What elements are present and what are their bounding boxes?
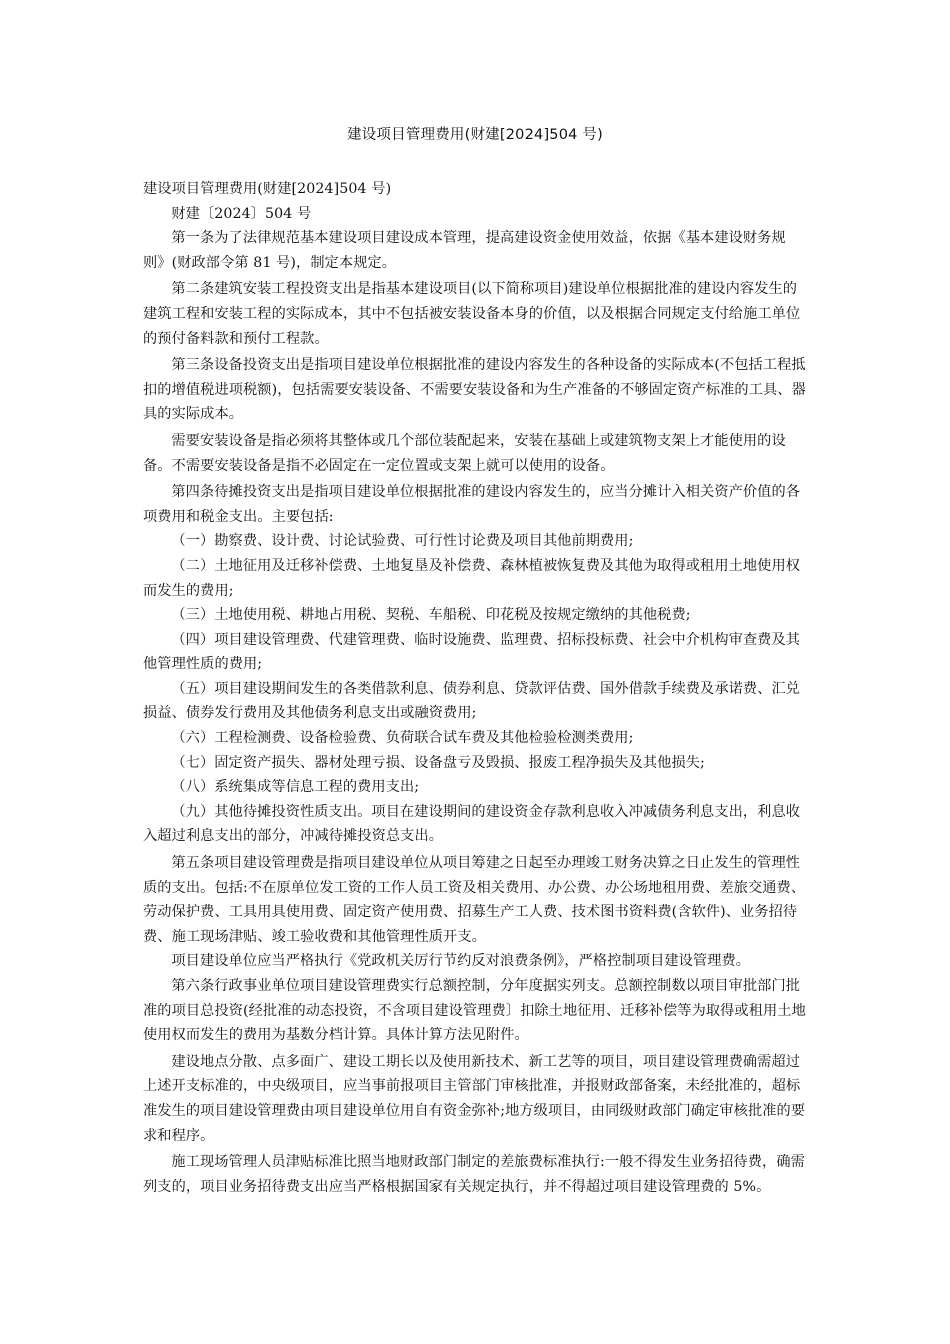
- list-item-2: （二）土地征用及迁移补偿费、土地复垦及补偿费、森林植被恢复费及其他为取得或租用土地使用权而发生的费用;: [143, 557, 801, 599]
- list-item-9: （九）其他待摊投资性质支出。项目在建设期间的建设资金存款利息收入冲减债务利息支出，利息收入超过利息支出的部分，冲减待摊投资总支出。: [143, 803, 801, 845]
- list-item-5: （五）项目建设期间发生的各类借款利息、债券利息、贷款评估费、国外借款手续费及承诺费、汇兑损益、债券发行费用及其他债务利息支出或融资费用;: [143, 680, 801, 722]
- paragraph-article-1: 第一条为了法律规范基本建设项目建设成本管理，提高建设资金使用效益，依据《基本建设财务规则》(财政部令第 81 号)，制定本规定。: [143, 230, 786, 271]
- paragraph-site-allowance: 施工现场管理人员津贴标准比照当地财政部门制定的差旅费标准执行:一般不得发生业务招待费，确需列支的，项目业务招待费支出应当严格根据国家有关规定执行，并不得超过项目建设管理费的 5%。: [143, 1154, 805, 1195]
- list-item-6: （六）工程检测费、设备检验费、负荷联合试车费及其他检验检测类费用;: [171, 730, 634, 747]
- paragraph-article-4: 第四条待摊投资支出是指项目建设单位根据批准的建设内容发生的，应当分摊计入相关资产价值的各项费用和税金支出。主要包括:: [143, 484, 801, 525]
- paragraph-article-2: 第二条建筑安装工程投资支出是指基本建设项目(以下简称项目)建设单位根据批准的建设内容发生的建筑工程和安装工程的实际成本，其中不包括被安装设备本身的价值，以及根据合同规定支付给施工单位的预付备料款和预付工程款。: [143, 281, 801, 347]
- list-item-1: （一）勘察费、设计费、讨论试验费、可行性讨论费及项目其他前期费用;: [171, 533, 634, 550]
- document-title: 建设项目管理费用(财建[2024]504 号): [347, 127, 603, 143]
- paragraph-article-5: 第五条项目建设管理费是指项目建设单位从项目筹建之日起至办理竣工财务决算之日止发生的管理性质的支出。包括:不在原单位发工资的工作人员工资及相关费用、办公费、办公场地租用费、差旅交通费、劳动保护费、工具用具使用费、固定资产使用费、招募生产工人费、技术图书资料费(含软件)、业务招待费、施工现场津贴、竣工验收费和其他管理性质开支。: [143, 855, 806, 945]
- paragraph-doc-number: 财建〔2024〕504 号: [171, 205, 312, 222]
- list-item-7: （七）固定资产损失、器材处理亏损、设备盘亏及毁损、报废工程净损失及其他损失;: [171, 754, 705, 771]
- document-body: [143, 177, 807, 1199]
- paragraph-equipment-definition: 需要安装设备是指必须将其整体或几个部位装配起来，安装在基础上或建筑物支架上才能使用的设备。不需要安装设备是指不必固定在一定位置或支架上就可以使用的设备。: [143, 432, 786, 474]
- paragraph-exceeding-standard: 建设地点分散、点多面广、建设工期长以及使用新技术、新工艺等的项目，项目建设管理费确需超过上述开支标准的，中央级项目，应当事前报项目主管部门审核批准，并报财政部备案，未经批准的，超标准发生的项目建设管理费由项目建设单位用自有资金弥补;地方级项目，由同级财政部门确定审核批准的要求和程序。: [143, 1053, 806, 1144]
- list-item-4: （四）项目建设管理费、代建管理费、临时设施费、监理费、招标投标费、社会中介机构审查费及其他管理性质的费用;: [143, 631, 801, 673]
- paragraph-heading: 建设项目管理费用(财建[2024]504 号): [143, 181, 392, 197]
- paragraph-management-fee-control: 项目建设单位应当严格执行《党政机关厉行节约反对浪费条例》，严格控制项目建设管理费。: [171, 953, 751, 970]
- paragraph-article-3: 第三条设备投资支出是指项目建设单位根据批准的建设内容发生的各种设备的实际成本(不包括工程抵扣的增值税进项税额)，包括需要安装设备、不需要安装设备和为生产准备的不够固定资产标准的工具、器具的实际成本。: [143, 357, 806, 423]
- paragraph-article-6: 第六条行政事业单位项目建设管理费实行总额控制，分年度据实列支。总额控制数以项目审批部门批准的项目总投资(经批准的动态投资，不含项目建设管理费〕扣除土地征用、迁移补偿等为取得或租用土地使用权而发生的费用为基数分档计算。具体计算方法见附件。: [143, 978, 806, 1044]
- list-item-8: （八）系统集成等信息工程的费用支出;: [171, 779, 420, 796]
- list-item-3: （三）土地使用税、耕地占用税、契税、车船税、印花税及按规定缴纳的其他税费;: [171, 607, 691, 624]
